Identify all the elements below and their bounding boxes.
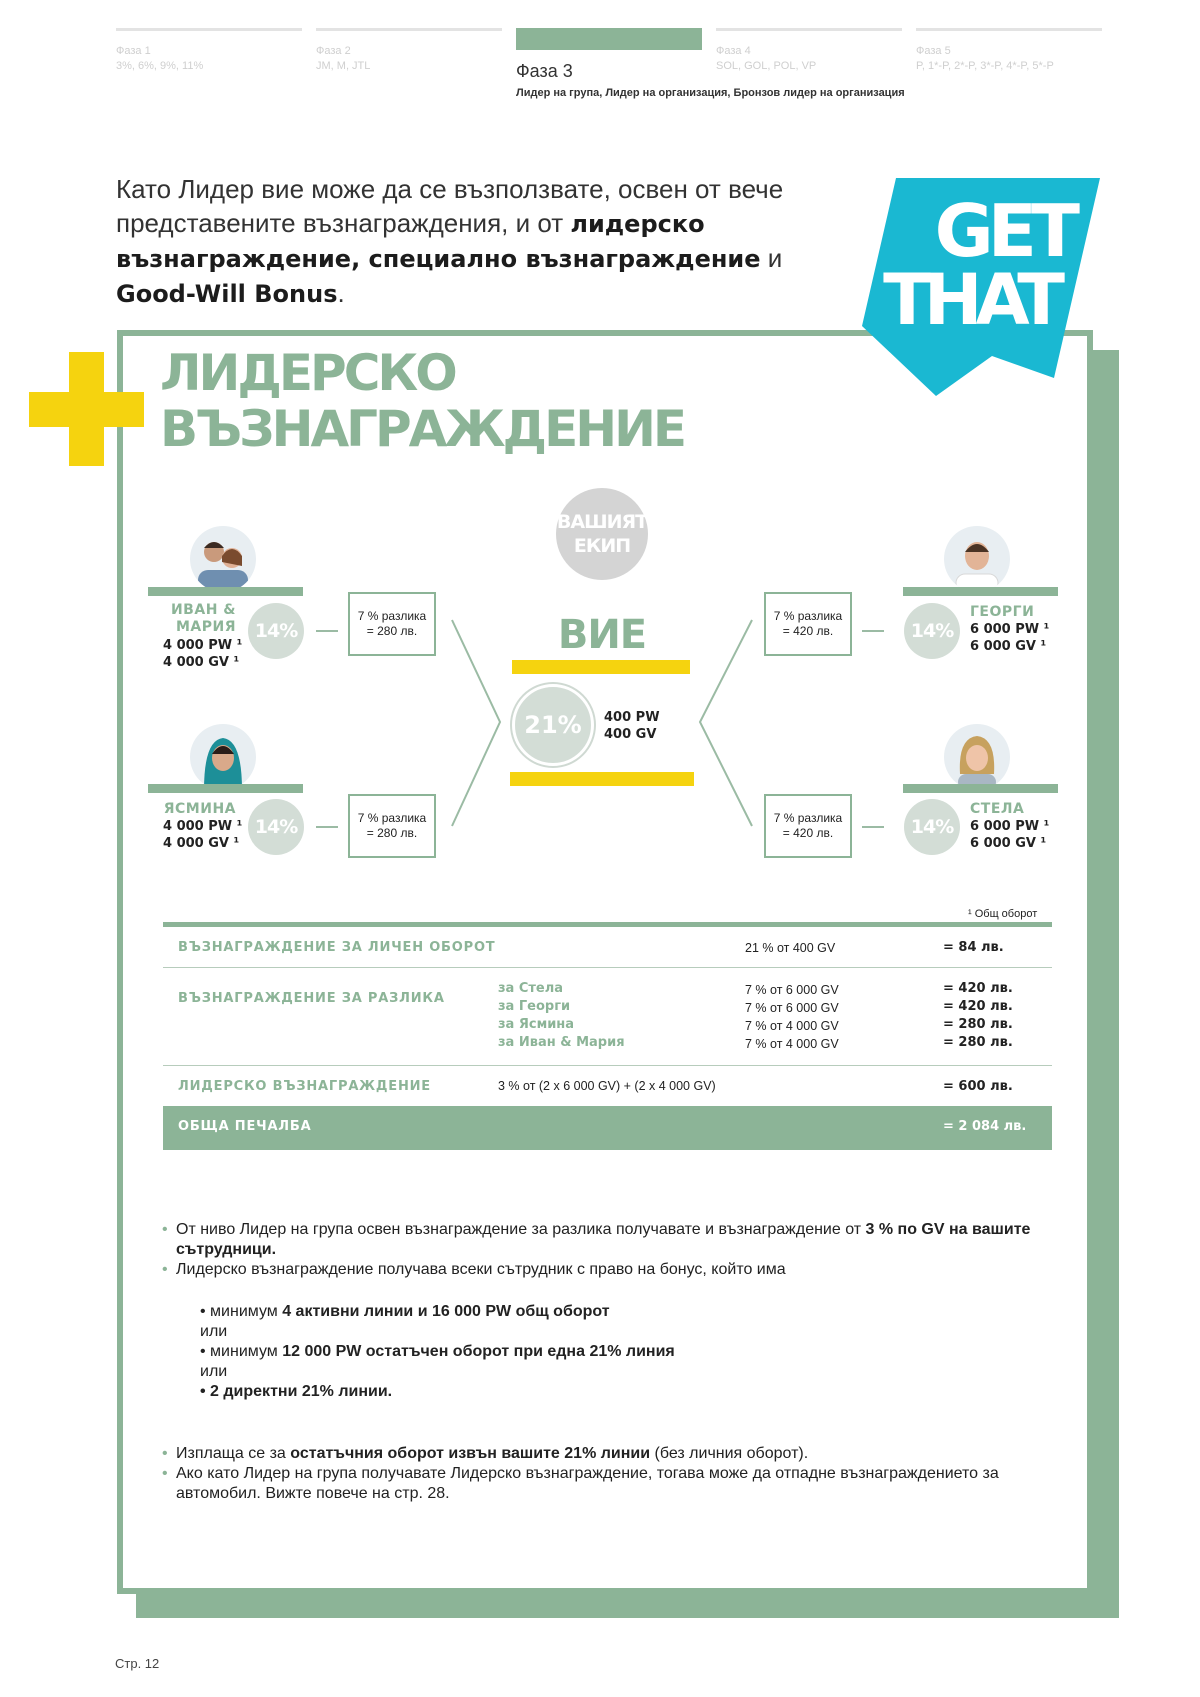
- note-4: • Ако като Лидер на група получавате Лидерско възнаграждение, тогава може да отпадне възнаграждението за автомобил. Вижте повече на стр. 28.: [162, 1464, 1042, 1504]
- you-pw: 400 PW: [604, 710, 660, 725]
- notes-block-1: [162, 1220, 1042, 1280]
- personal-label: ВЪЗНАГРАЖДЕНИЕ ЗА ЛИЧЕН ОБОРОТ: [178, 940, 496, 955]
- ivan-maria-name: ИВАН & МАРИЯ: [170, 602, 236, 635]
- yasmina-stats: 4 000 PW ¹ 4 000 GV ¹: [163, 819, 243, 851]
- phase-3-title: Фаза 3: [516, 61, 573, 81]
- woman-photo-icon: [944, 724, 1010, 790]
- stela-name: СТЕЛА: [970, 801, 1025, 817]
- avatar-yasmina: [190, 724, 256, 790]
- leader-value: = 600 лв.: [943, 1079, 1013, 1094]
- you-bottom-bar: [510, 772, 694, 786]
- page-number: Стр. 12: [115, 1656, 160, 1671]
- stela-difference-box: 7 % разлика = 420 лв.: [764, 794, 852, 858]
- georgi-stats: 6 000 PW ¹ 6 000 GV ¹: [970, 622, 1050, 654]
- man-photo-icon: [944, 526, 1010, 592]
- yasmina-percent: 14%: [248, 799, 304, 855]
- total-label: ОБЩА ПЕЧАЛБА: [178, 1119, 312, 1134]
- you-gv: 400 GV: [604, 727, 657, 742]
- difference-who-list: за Стела за Георги за Ясмина за Иван & Мария: [498, 981, 625, 1050]
- note-3: • Изплаща се за остатъчния оборот извън вашите 21% линии (без личния оборот).: [162, 1444, 1042, 1464]
- badge-line-2: THAT: [883, 259, 1058, 341]
- personal-value: = 84 лв.: [943, 940, 1004, 955]
- note-1: • От ниво Лидер на група освен възнаграждение за разлика получавате и възнаграждение от 3 % по GV на вашите сътрудници.: [162, 1220, 1042, 1260]
- phase-2-title: Фаза 2: [316, 45, 351, 57]
- difference-value-list: = 420 лв. = 420 лв. = 280 лв. = 280 лв.: [943, 981, 1013, 1050]
- requirement-2: • минимум 12 000 PW остатъчен оборот при една 21% линия: [200, 1343, 675, 1360]
- phase-4-detail: SOL, GOL, POL, VP: [716, 60, 817, 72]
- ivan-difference-box: 7 % разлика = 280 лв.: [348, 592, 436, 656]
- georgi-name: ГЕОРГИ: [970, 604, 1035, 620]
- badge-line-1: GET: [934, 189, 1074, 273]
- phase-5-detail: P, 1*-P, 2*-P, 3*-P, 4*-P, 5*-P: [916, 60, 1054, 72]
- ivan-green-bar: [148, 587, 303, 596]
- stela-green-bar: [903, 784, 1058, 793]
- note-2: • Лидерско възнаграждение получава всеки сътрудник с право на бонус, който има: [162, 1260, 1042, 1280]
- yasmina-green-bar: [148, 784, 303, 793]
- notes-block-2: [162, 1444, 1042, 1504]
- georgi-difference-box: 7 % разлика = 420 лв.: [764, 592, 852, 656]
- intro-text-3: .: [337, 278, 345, 308]
- phase-2-detail: JM, M, JTL: [316, 60, 371, 72]
- avatar-georgi: [944, 526, 1010, 592]
- or-1: или: [200, 1323, 228, 1340]
- or-2: или: [200, 1363, 228, 1380]
- section-title-line-1: ЛИДЕРСКО: [160, 344, 455, 402]
- leader-formula: 3 % от (2 x 6 000 GV) + (2 x 4 000 GV): [498, 1079, 716, 1093]
- intro-text-2: и: [760, 243, 783, 273]
- table-row-difference: [163, 968, 1052, 1066]
- georgi-green-bar: [903, 587, 1058, 596]
- requirement-list: [200, 1302, 675, 1402]
- georgi-percent: 14%: [904, 603, 960, 659]
- you-top-bar: [512, 660, 690, 674]
- georgi-dash: [862, 630, 884, 632]
- difference-calc-list: 7 % от 6 000 GV 7 % от 6 000 GV 7 % от 4 000 GV 7 % от 4 000 GV: [745, 983, 839, 1051]
- difference-label: ВЪЗНАГРАЖДЕНИЕ ЗА РАЗЛИКА: [178, 991, 445, 1006]
- phase-3-detail: Лидер на група, Лидер на организация, Бронзов лидер на организация: [516, 87, 905, 99]
- you-label: ВИЕ: [557, 612, 647, 658]
- section-title-line-2: ВЪЗНАГРАЖДЕНИЕ: [160, 400, 685, 458]
- team-circle: [556, 488, 648, 580]
- phase-1-title: Фаза 1: [116, 45, 151, 57]
- team-line-1: ВАШИЯТ: [556, 511, 648, 533]
- requirement-3: • 2 директни 21% линии.: [200, 1383, 393, 1400]
- woman-photo-icon: [190, 724, 256, 790]
- stela-dash: [862, 826, 884, 828]
- stela-stats: 6 000 PW ¹ 6 000 GV ¹: [970, 819, 1050, 851]
- earnings-table: [163, 922, 1052, 1150]
- avatar-stela: [944, 724, 1010, 790]
- yasmina-name: ЯСМИНА: [163, 801, 236, 817]
- table-row-personal: [163, 927, 1052, 968]
- stela-percent: 14%: [904, 799, 960, 855]
- avatar-ivan-maria: [190, 526, 256, 592]
- intro-bold-1: лидерско възнаграждение, специално възнаграждение: [116, 210, 761, 273]
- total-value: = 2 084 лв.: [943, 1119, 1027, 1134]
- ivan-dash: [316, 630, 338, 632]
- table-row-total: [163, 1106, 1052, 1150]
- requirement-1: • минимум 4 активни линии и 16 000 PW общ оборот: [200, 1303, 610, 1320]
- footnote: ¹ Общ оборот: [968, 908, 1038, 920]
- phase-4-title: Фаза 4: [716, 45, 751, 57]
- yasmina-dash: [316, 826, 338, 828]
- intro-text-1: Като Лидер вие може да се възползвате, освен от вече представените възнаграждения, и от: [116, 174, 784, 238]
- yasmina-difference-box: 7 % разлика = 280 лв.: [348, 794, 436, 858]
- intro-bold-2: Good-Will Bonus: [116, 280, 338, 308]
- you-stats: [604, 709, 660, 743]
- phase-1-detail: 3%, 6%, 9%, 11%: [116, 60, 204, 72]
- leader-label: ЛИДЕРСКО ВЪЗНАГРАЖДЕНИЕ: [178, 1079, 431, 1094]
- couple-photo-icon: [190, 526, 256, 592]
- phase-5-title: Фаза 5: [916, 45, 951, 57]
- team-line-2: ЕКИП: [573, 535, 631, 557]
- you-percent: 21%: [512, 684, 594, 766]
- table-row-leader: [163, 1066, 1052, 1106]
- ivan-maria-stats: 4 000 PW ¹ 4 000 GV ¹: [163, 638, 243, 670]
- personal-calc: 21 % от 400 GV: [745, 941, 836, 955]
- ivan-maria-percent: 14%: [248, 603, 304, 659]
